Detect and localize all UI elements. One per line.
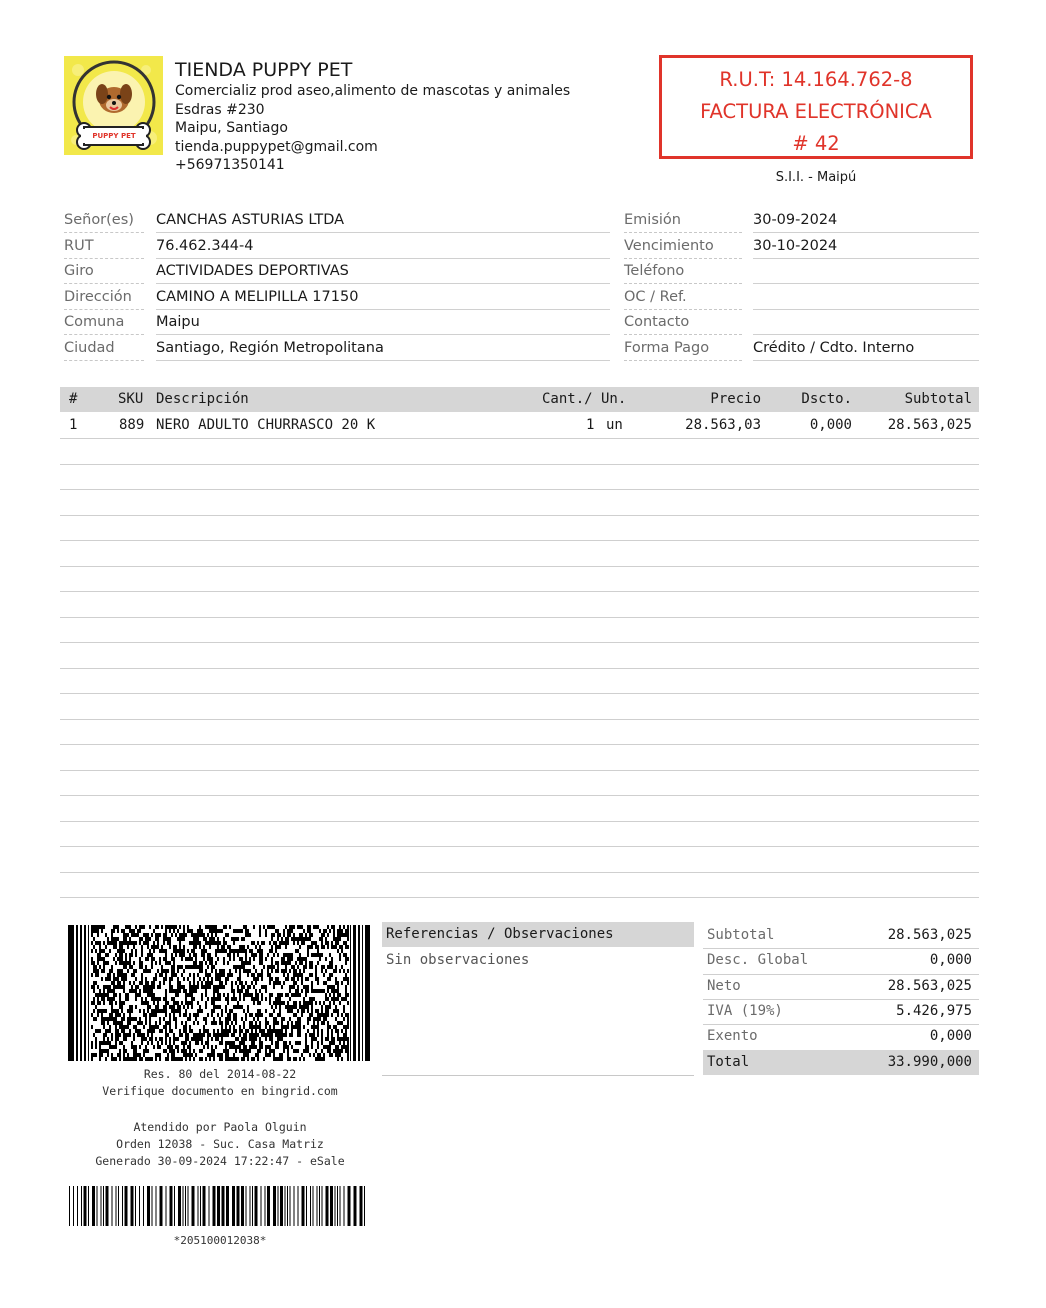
table-rule: [60, 821, 979, 822]
table-rule: [60, 591, 979, 592]
pdf417-barcode: [68, 925, 370, 1061]
attended-by-text: Atendido por Paola Olguin: [133, 1120, 307, 1134]
col-qty: Cant./ Un.: [542, 391, 627, 407]
info-value: 30-10-2024: [753, 234, 979, 259]
row-subtotal: 28.563,025: [887, 417, 972, 433]
table-rule: [60, 693, 979, 694]
info-row: [624, 310, 979, 336]
totals-value: 0,000: [929, 1028, 972, 1045]
totals-label: Neto: [707, 977, 741, 994]
col-discount: Dscto.: [801, 391, 852, 407]
totals-divider: [703, 1024, 979, 1025]
info-row: [64, 310, 610, 336]
table-rule: [60, 515, 979, 516]
table-rule: [60, 719, 979, 720]
info-value: [753, 259, 979, 284]
row-unit: un: [606, 417, 623, 433]
col-subtotal: Subtotal: [904, 391, 972, 407]
info-value: Santiago, Región Metropolitana: [156, 336, 610, 361]
info-label: OC / Ref.: [624, 285, 742, 310]
totals-divider: [703, 948, 979, 949]
totals-row: [703, 1024, 979, 1049]
verify-text: Verifique documento en bingrid.com: [102, 1084, 338, 1098]
references-body: [382, 948, 694, 1076]
items-table-header: [60, 387, 979, 412]
totals-row: [703, 974, 979, 999]
generated-text: Generado 30-09-2024 17:22:47 - eSale: [95, 1154, 345, 1168]
info-label: Comuna: [64, 310, 144, 335]
info-value: CANCHAS ASTURIAS LTDA: [156, 208, 610, 233]
totals-label: Subtotal: [707, 927, 775, 943]
verification-block: [50, 1066, 390, 1100]
totals-row: [703, 923, 979, 948]
info-label: Emisión: [624, 208, 742, 233]
table-rule: [60, 617, 979, 618]
table-rule: [60, 770, 979, 771]
row-qty: 1: [586, 417, 595, 433]
info-label: Dirección: [64, 285, 144, 310]
row-sku: 889: [119, 417, 145, 433]
col-description: Descripción: [156, 391, 249, 407]
issuer-address: Esdras #230: [175, 101, 265, 118]
document-number: # 42: [792, 132, 840, 155]
row-price: 28.563,03: [685, 417, 761, 433]
table-row: [60, 413, 979, 438]
info-label: Vencimiento: [624, 234, 742, 259]
table-rule: [60, 438, 979, 439]
table-rule: [60, 642, 979, 643]
totals-value: 28.563,025: [887, 977, 972, 994]
info-row: [64, 208, 610, 234]
grand-total-row: [703, 1050, 979, 1075]
table-rule: [60, 540, 979, 541]
table-rule: [60, 566, 979, 567]
totals-value: 28.563,025: [887, 927, 972, 943]
col-price: Precio: [710, 391, 761, 407]
info-row: [64, 234, 610, 260]
totals-label: IVA (19%): [707, 1002, 783, 1019]
generation-info: [50, 1119, 390, 1170]
info-row: [64, 285, 610, 311]
table-rule: [60, 668, 979, 669]
totals-value: 33.990,000: [887, 1053, 972, 1070]
table-rule: [60, 872, 979, 873]
info-label: Forma Pago: [624, 336, 742, 361]
table-rule: [60, 744, 979, 745]
logo-bone-text: PUPPY PET: [92, 132, 136, 140]
table-rule: [60, 489, 979, 490]
order-text: Orden 12038 - Suc. Casa Matriz: [116, 1137, 324, 1151]
issuer-phone: +56971350141: [175, 157, 285, 173]
table-rule: [60, 464, 979, 465]
info-value: Maipu: [156, 310, 610, 335]
barcode-caption: *205100012038*: [173, 1234, 267, 1247]
issuer-block: [175, 58, 570, 175]
issuer-rut: R.U.T: 14.164.762-8: [719, 68, 913, 91]
info-row: [64, 336, 610, 362]
order-barcode: [69, 1186, 369, 1226]
totals-label: Exento: [707, 1028, 758, 1045]
info-row: [624, 336, 979, 362]
row-discount: 0,000: [809, 417, 852, 433]
info-label: Ciudad: [64, 336, 144, 361]
info-value: ACTIVIDADES DEPORTIVAS: [156, 259, 610, 284]
table-rule: [60, 897, 979, 898]
info-value: 76.462.344-4: [156, 234, 610, 259]
info-label: RUT: [64, 234, 144, 259]
info-row: [624, 285, 979, 311]
document-type: FACTURA ELECTRÓNICA: [700, 100, 932, 123]
info-label: Teléfono: [624, 259, 742, 284]
row-num: 1: [69, 417, 78, 433]
references-header: [382, 922, 694, 947]
info-value: CAMINO A MELIPILLA 17150: [156, 285, 610, 310]
totals-value: 5.426,975: [896, 1002, 972, 1019]
col-sku: SKU: [118, 391, 144, 407]
references-text: Sin observaciones: [386, 952, 530, 968]
totals-label: Total: [707, 1053, 750, 1070]
info-value: [753, 310, 979, 335]
totals-divider: [703, 999, 979, 1000]
info-label: Contacto: [624, 310, 742, 335]
info-row: [64, 259, 610, 285]
totals-label: Desc. Global: [707, 952, 809, 969]
issuer-activity: Comercializ prod aseo,alimento de mascotas y animales: [175, 83, 571, 99]
info-row: [624, 259, 979, 285]
col-num: #: [69, 391, 78, 407]
sii-office: S.I.I. - Maipú: [775, 170, 857, 185]
info-value: [753, 285, 979, 310]
info-row: [624, 208, 979, 234]
issuer-email: tienda.puppypet@gmail.com: [175, 138, 378, 155]
table-rule: [60, 795, 979, 796]
info-label: Señor(es): [64, 208, 144, 233]
info-row: [624, 234, 979, 260]
issuer-city: Maipu, Santiago: [175, 120, 288, 136]
document-id-box: [659, 55, 973, 159]
info-value: 30-09-2024: [753, 208, 979, 233]
totals-row: [703, 948, 979, 973]
table-rule: [60, 846, 979, 847]
row-description: NERO ADULTO CHURRASCO 20 K: [156, 417, 376, 433]
totals-row: [703, 999, 979, 1024]
totals-divider: [703, 974, 979, 975]
totals-value: 0,000: [929, 952, 972, 969]
resolution-text: Res. 80 del 2014-08-22: [143, 1067, 297, 1081]
info-label: Giro: [64, 259, 144, 284]
info-value: Crédito / Cdto. Interno: [753, 336, 979, 361]
references-title: Referencias / Observaciones: [386, 926, 614, 942]
issuer-name: TIENDA PUPPY PET: [175, 59, 353, 81]
company-logo: [64, 56, 163, 155]
